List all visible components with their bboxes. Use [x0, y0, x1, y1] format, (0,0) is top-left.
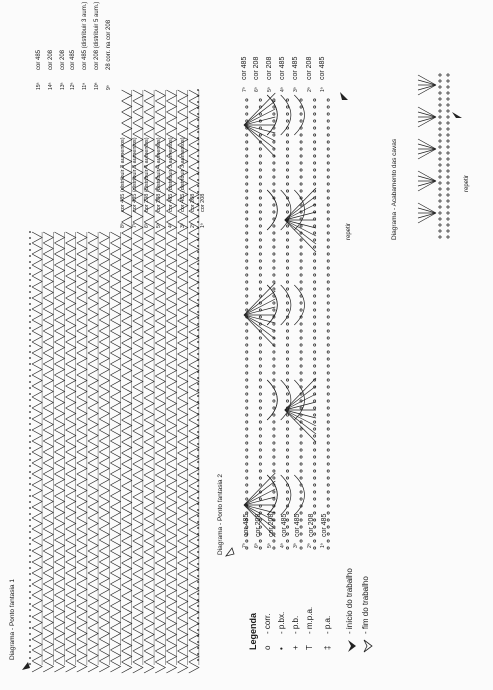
row-label: cor 485 (distribuir 3 aumentos) [132, 137, 138, 212]
legend [248, 568, 372, 652]
row-label: cor 208 [266, 56, 273, 80]
row-label: cor 208 (distribuir 4 aumentos) [144, 137, 150, 212]
row-number: 3ª [293, 87, 299, 92]
row-number: 7ª [132, 223, 138, 228]
row-number-bottom: 4ª [280, 543, 286, 548]
diagram-2-title: Diagrama - Ponto fantasia 2 [217, 474, 224, 555]
row-label: cor 208 (distribuir 4 aumentos) [156, 137, 162, 212]
row-label-bottom: cor 485 [294, 513, 301, 537]
row-label: cor 485 (distribuir 3 aumentos) [168, 137, 174, 212]
row-number: 6ª [254, 87, 260, 92]
diagram-1-title: Diagrama - Ponto fantasia 1 [9, 579, 16, 660]
legend-item-text: - m.p.a. [305, 606, 314, 634]
row-number-bottom: 5ª [267, 543, 273, 548]
legend-title: Legenda [248, 612, 258, 650]
row-label: cor 485 (distribuir 3 aum.) [82, 1, 88, 70]
start-arrow-icon [348, 640, 356, 652]
row-number: 11ª [82, 82, 88, 90]
row-number-bottom: 2ª [307, 543, 313, 548]
row-number: 2ª [190, 223, 196, 228]
row-label: cor 485 [36, 49, 42, 70]
row-number: 5ª [267, 87, 273, 92]
row-label-bottom: cor 485 [243, 513, 250, 537]
row-label: cor 485 [279, 56, 286, 80]
row-number: 3ª [180, 223, 186, 228]
start-arrow-icon [22, 662, 30, 670]
row-number: 9ª [106, 85, 112, 90]
legend-item-text: - p.bx. [277, 611, 286, 634]
diagram-3-title: Diagrama - Acabamento das cavas [391, 138, 398, 240]
legend-item-text: - p.b. [291, 615, 300, 634]
row-label: cor 485 (distribuir 3 aumentos) [120, 137, 126, 212]
row-label-bottom: cor 208 [268, 513, 275, 537]
row-label-bottom: cor 485 [321, 513, 328, 537]
row-number: 1ª [200, 223, 206, 228]
end-arrow-icon [364, 640, 372, 652]
row-number-bottom: 3ª [293, 543, 299, 548]
row-label: cor 208 [60, 49, 66, 70]
row-label-bottom: cor 485 [281, 513, 288, 537]
row-label: cor 485 [241, 56, 248, 80]
legend-item-text: - fim do trabalho [361, 576, 370, 634]
row-number: 8ª [120, 223, 126, 228]
start-arrow-icon [452, 112, 462, 118]
row-number: 1ª [320, 87, 326, 92]
row-label: cor 208 [253, 56, 260, 80]
row-number: 4ª [168, 223, 174, 228]
row-label: cor 485 [319, 56, 326, 80]
diagram-3-stitch-grid [418, 73, 450, 239]
row-label: cor 485 (distribuir 3 aumentos) [180, 137, 186, 212]
row-label: cor 485 [70, 49, 76, 70]
row-label: cor 208 [48, 49, 54, 70]
legend-symbol: • [277, 647, 286, 650]
row-number: 14ª [48, 82, 54, 90]
row-number: 6ª [144, 223, 150, 228]
start-arrow-icon [340, 92, 348, 100]
row-label: cor 208 [306, 56, 313, 80]
row-number: 10ª [94, 82, 100, 90]
row-label: 28 corr. na cor 208 [106, 19, 112, 70]
legend-item-text: - p.a. [323, 615, 332, 634]
row-label-bottom: cor 208 [255, 513, 262, 537]
end-arrow-icon [226, 548, 234, 556]
legend-item-text: - início do trabalho [345, 568, 354, 634]
diagram-1-row-labels [36, 2, 206, 228]
legend-symbol: ‡ [323, 645, 332, 650]
repeat-label: repetir [346, 222, 352, 240]
row-number: 15ª [36, 82, 42, 90]
row-number-bottom: 1ª [320, 543, 326, 548]
legend-symbol: T [305, 645, 314, 650]
row-number: 5ª [156, 223, 162, 228]
row-number: 7ª [242, 87, 248, 92]
legend-symbol: + [291, 645, 300, 650]
row-number: 12ª [70, 82, 76, 90]
row-number-bottom: 7ª [242, 543, 248, 548]
diagram-ponto-fantasia-1 [9, 2, 206, 673]
row-number-bottom: 6ª [254, 543, 260, 548]
row-label-bottom: cor 208 [308, 513, 315, 537]
row-label: cor 208 (distribuir 5 aum.) [94, 1, 100, 70]
repeat-label: repetir [464, 174, 470, 192]
row-label: cor 208 [200, 193, 206, 212]
diagram-acabamento-cavas [391, 73, 470, 240]
row-number: 13ª [60, 82, 66, 90]
diagram-ponto-fantasia-2 [217, 57, 352, 556]
legend-symbol: o [263, 645, 272, 650]
row-label: cor 485 [292, 56, 299, 80]
row-number: 2ª [307, 87, 313, 92]
diagram-2-stitch-grid [244, 93, 329, 549]
legend-item-text: - corr. [263, 613, 272, 634]
row-number: 4ª [280, 87, 286, 92]
row-label: cor 208 [190, 193, 196, 212]
